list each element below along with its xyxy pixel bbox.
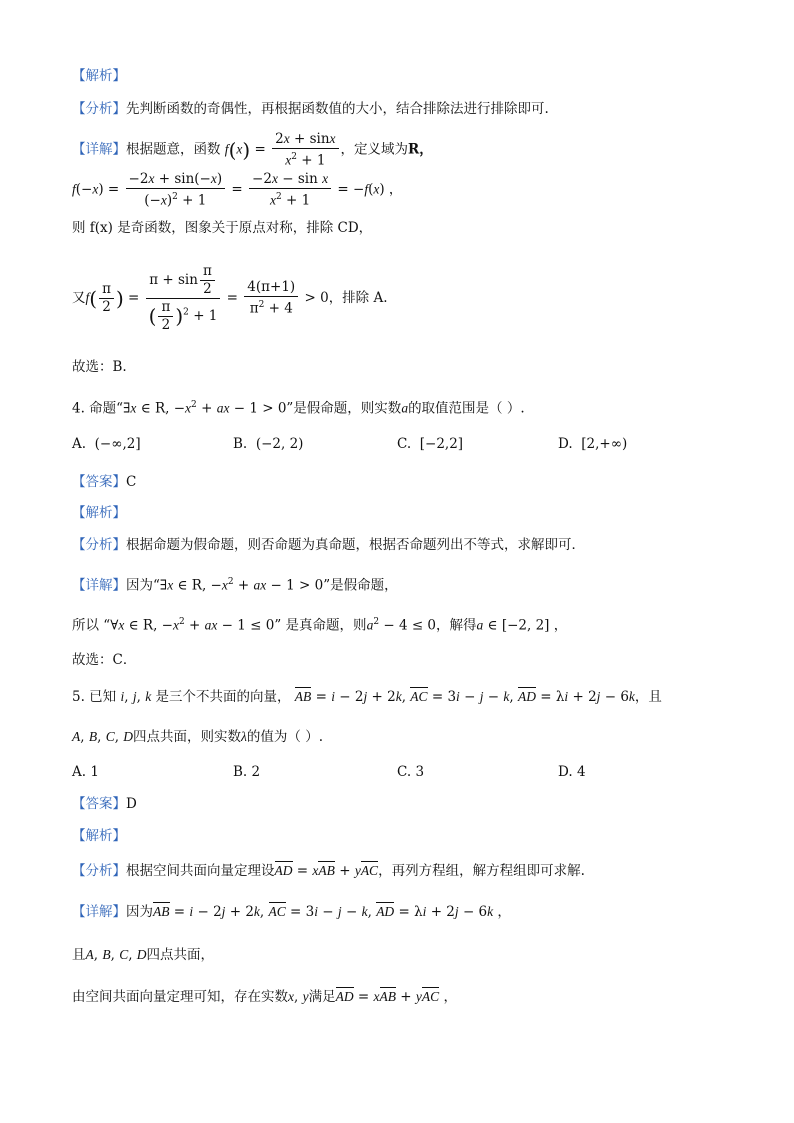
q4-so: 所以 “∀x ∈ R, $-x^2$ + ax − 1 ≤ 0” 是真命题，则$a^2 - 4 \le 0$，解得a ∈ [−2, 2] ， xyxy=(72,617,568,634)
q4-answer: 【答案】C xyxy=(72,474,137,490)
q4-option-a: A. (−∞,2] xyxy=(72,436,141,452)
q4-option-b: B. (−2, 2) xyxy=(233,436,304,452)
q4-option-c: C. [−2,2] xyxy=(397,436,464,452)
q5-option-a: A. 1 xyxy=(72,764,99,780)
q5-theorem: 由空间共面向量定理可知，存在实数x, y满足AD = xAB + yAC ， xyxy=(72,989,457,1005)
q4-detail: 【详解】因为“∃x ∈ R, $-x^2$ + ax − 1 > 0”是假命题， xyxy=(72,577,398,594)
q3-odd-text: 则 f(x) 是奇函数，图象关于原点对称，排除 CD， xyxy=(72,220,373,236)
q4-stem: 4. 命题“∃x ∈ R, $-x^2$ + ax − 1 > 0”是假命题，则实数a的取值范围是（ ）. xyxy=(72,400,525,417)
q5-option-c: C. 3 xyxy=(397,764,425,780)
q3-odd-calc: f(−x) = $\frac{-2x + \sin(-x)}{(-x)^2 + 1}$ = $\frac{\text{−2x − sin x}}{x^2 + 1}$ = −f(x) ， xyxy=(72,171,403,209)
q4-analysis-heading: 【解析】 xyxy=(72,505,126,521)
q4-choose: 故选：C． xyxy=(72,652,137,668)
q4-option-d: D. [2,+∞) xyxy=(558,436,628,452)
analysis-heading: 【解析】 xyxy=(72,68,126,84)
q5-answer: 【答案】D xyxy=(72,796,137,812)
q3-value-check: 又f( $\frac{\pi}{2}$ ) = π + sin $\frac{\pi}{2}$ ( $\frac{\pi}{2}$ )$^2$ + 1 = $\frac{4(\pi+1)}{\pi^2 + 4}$ > 0，排除 A. xyxy=(72,263,388,333)
q5-option-d: D. 4 xyxy=(558,764,586,780)
q5-stem2: A, B, C, D四点共面，则实数λ的值为（ ）. xyxy=(72,729,323,745)
q5-analysis-heading: 【解析】 xyxy=(72,828,126,844)
q3-fenxi: 【分析】先判断函数的奇偶性，再根据函数值的大小，结合排除法进行排除即可. xyxy=(72,101,549,117)
q5-stem: 5. 已知 i, j, k 是三个不共面的向量， AB = i − 2j + 2k, AC = 3i − j − k, AD = λi + 2j − 6k，且 xyxy=(72,689,662,705)
q5-option-b: B. 2 xyxy=(233,764,261,780)
q3-detail: 【详解】根据题意，函数 f(x) = $\frac{2x + \sin x}{x^2 + 1}$ ，定义域为R， xyxy=(72,131,433,169)
q5-detail: 【详解】因为AB = i − 2j + 2k, AC = 3i − j − k, AD = λi + 2j − 6k ， xyxy=(72,904,511,920)
q5-fenxi: 【分析】根据空间共面向量定理设AD = xAB + yAC，再列方程组，解方程组即可求解. xyxy=(72,863,585,879)
q4-fenxi: 【分析】根据命题为假命题，则否命题为真命题，根据否命题列出不等式，求解即可． xyxy=(72,537,585,553)
q3-choose: 故选：B. xyxy=(72,359,127,375)
q5-coplanar: 且A, B, C, D四点共面， xyxy=(72,947,215,963)
